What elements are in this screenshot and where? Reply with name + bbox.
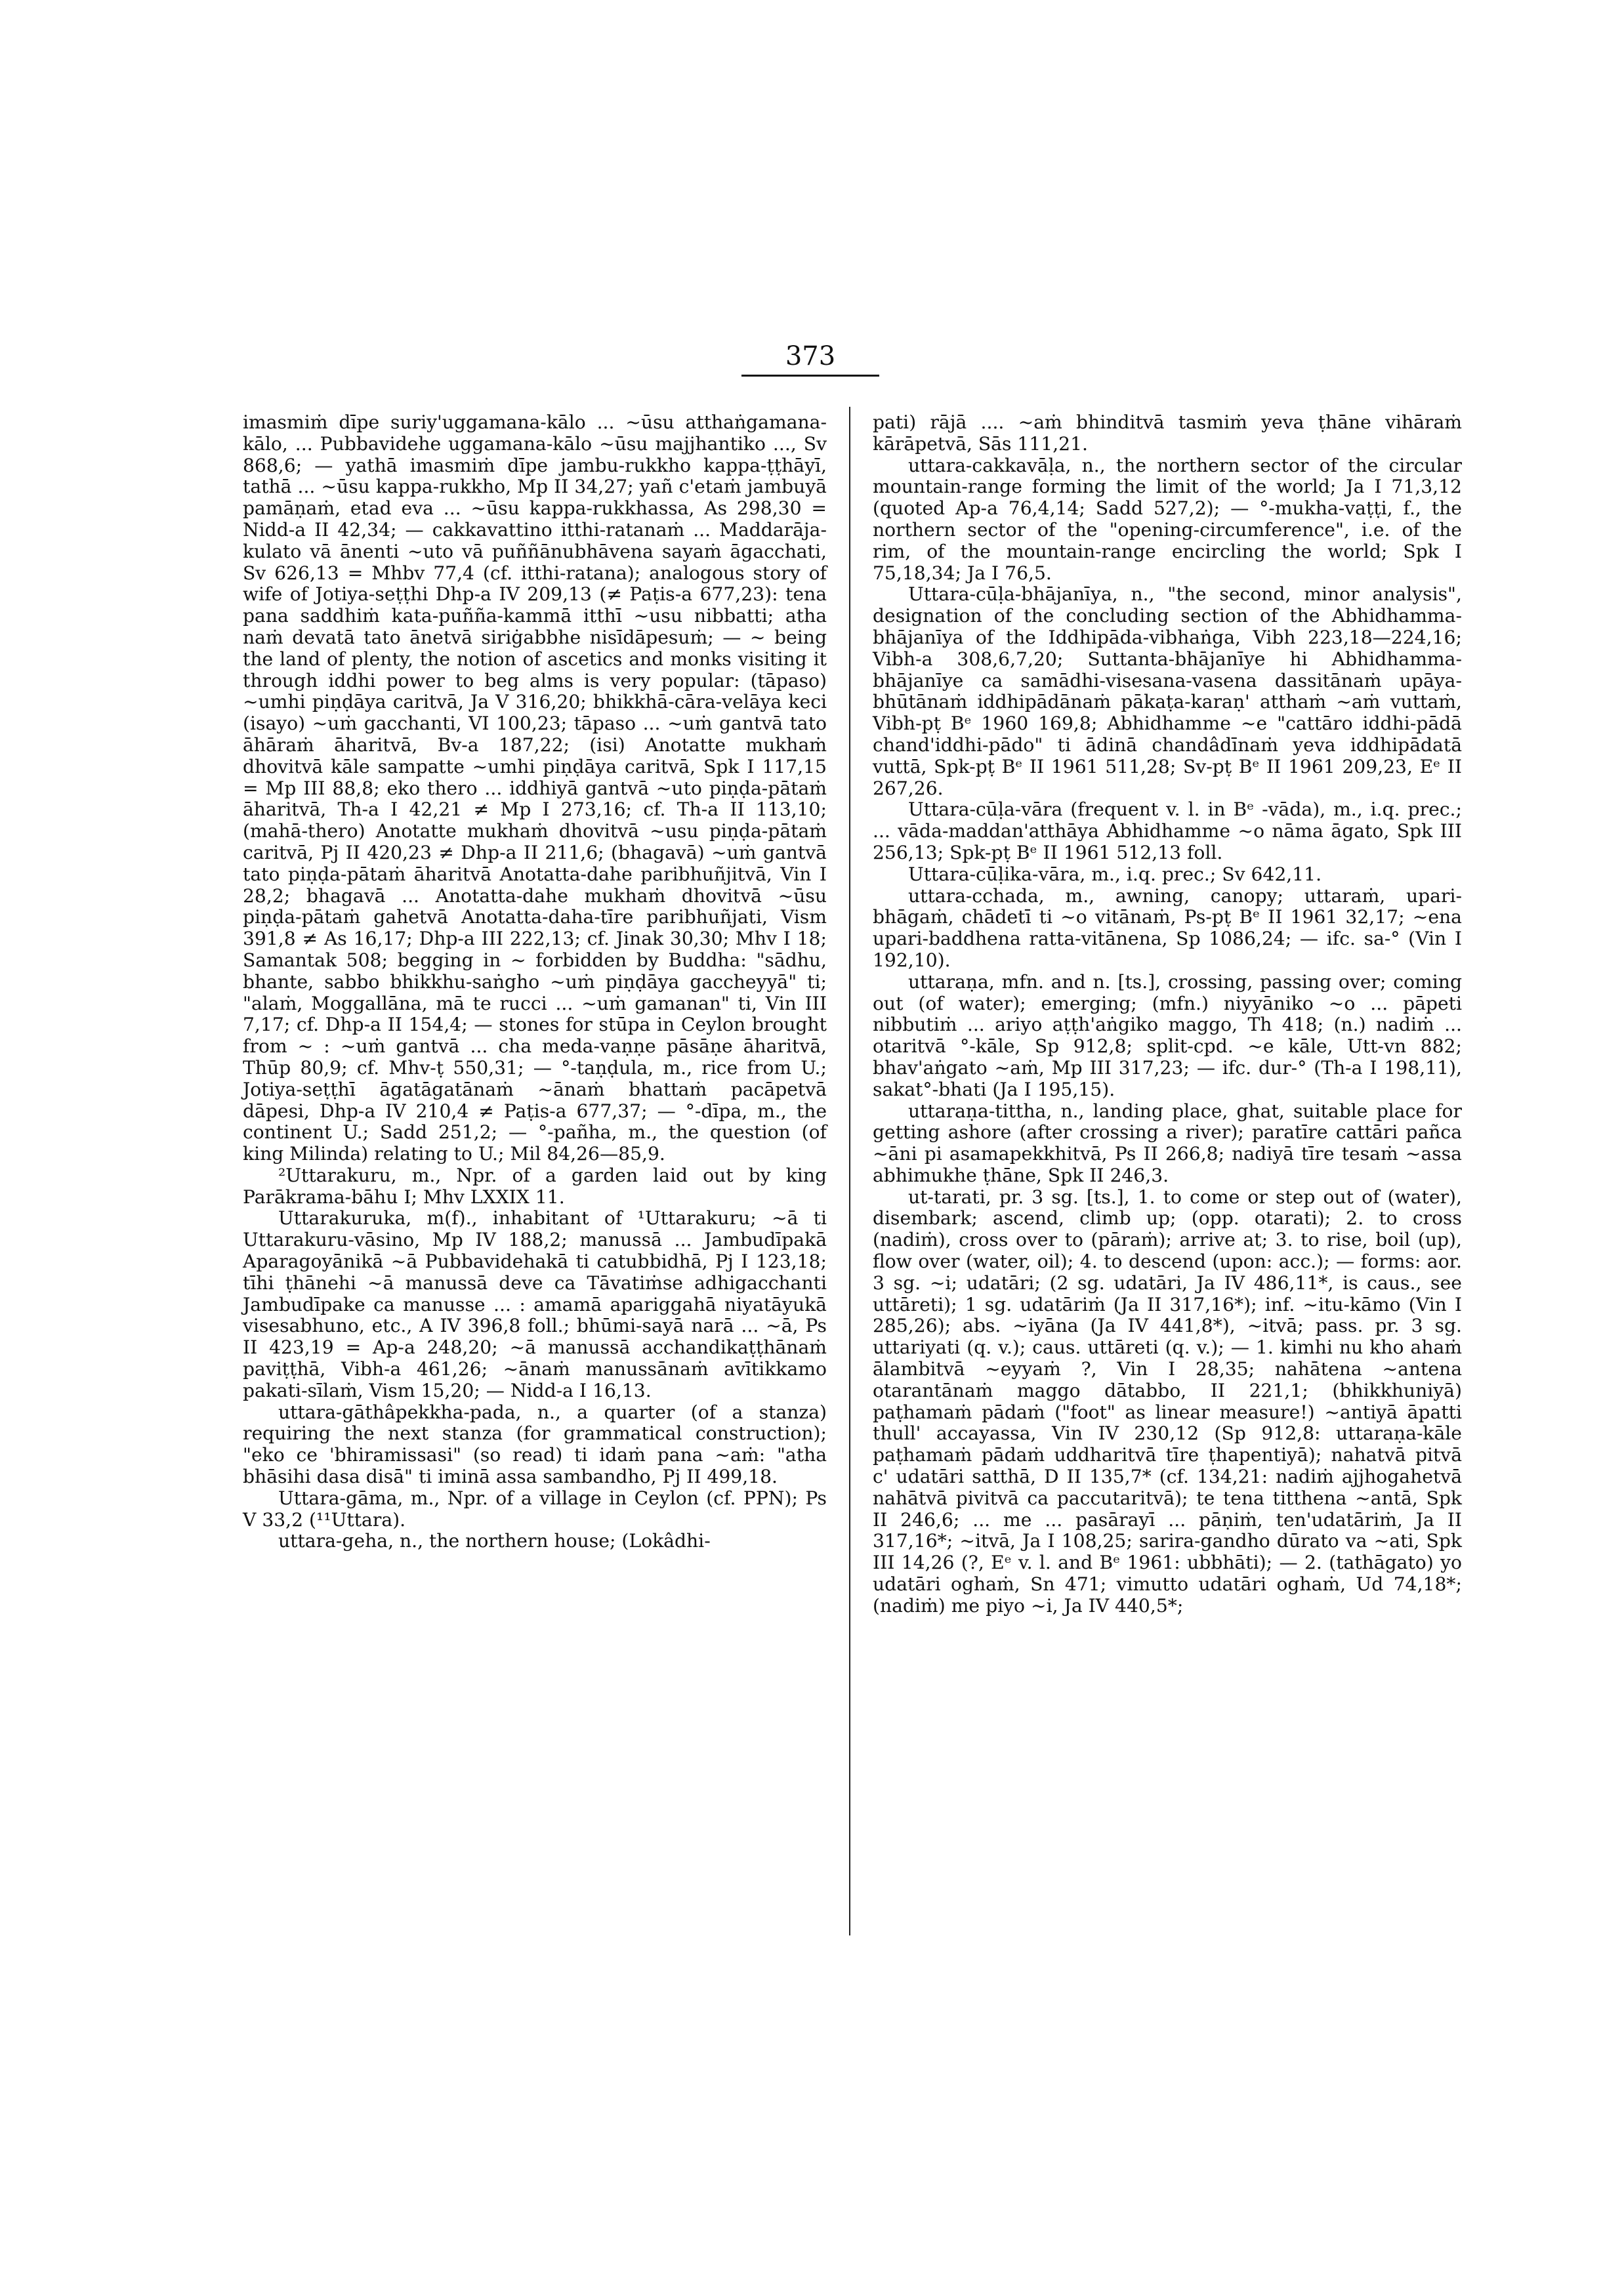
- entry-uttara-gama: Uttara-gāma, m., Npr. of a village in Ceylon (cf. PPN); Ps V 33,2 (¹¹Uttara).: [243, 1487, 827, 1531]
- entry-uttarakuru-continuation: imasmiṁ dīpe suriy'uggamana-kālo ... ~ūsu atthaṅgamana-kālo, ... Pubbavidehe uggamana-kālo ~ūsu majjhantiko ..., Sv 868,6; — yathā imasmiṁ dīpe jambu-rukkho kappa-ṭṭhāyī, tathā ... ~ūsu kappa-rukkho, Mp II 34,27; yañ c'etaṁ jambuyā pamāṇaṁ, etad eva ... ~ūsu kappa-rukkhassa, As 298,30 = Nidd-a II 42,34; — cakkavattino itthi-ratanaṁ ... Maddarāja-kulato vā ānenti ~uto vā puññānubhāvena sayaṁ āgacchati, Sv 626,13 = Mhbv 77,4 (cf. itthi-ratana); analogous story of wife of Jotiya-seṭṭhi Dhp-a IV 209,13 (≠ Paṭis-a 677,23): tena pana saddhiṁ kata-puñña-kammā itthī ~usu nibbatti; atha naṁ devatā tato ānetvā siriġabbhe nisīdāpesuṁ; — ~ being the land of plenty, the notion of ascetics and monks visiting it through iddhi power to beg alms is very popular: (tāpaso) ~umhi piṇḍāya caritvā, Ja V 316,20; bhikkhā-cāra-velāya keci (isayo) ~uṁ gacchanti, VI 100,23; tāpaso ... ~uṁ gantvā tato āhāraṁ āharitvā, Bv-a 187,22; (isi) Anotatte mukhaṁ dhovitvā kāle sampatte ~umhi piṇḍāya caritvā, Spk I 117,15 = Mp III 88,8; eko thero ... iddhiyā gantvā ~uto piṇḍa-pātaṁ āharitvā, Th-a I 42,21 ≠ Mp I 273,16; cf. Th-a II 113,10; (mahā-thero) Anotatte mukhaṁ dhovitvā ~usu piṇḍa-pātaṁ caritvā, Pj II 420,23 ≠ Dhp-a II 211,6; (bhagavā) ~uṁ gantvā tato piṇḍa-pātaṁ āharitvā Anotatta-dahe paribhuñjitvā, Vin I 28,2; bhagavā ... Anotatta-dahe mukhaṁ dhovitvā ~ūsu piṇḍa-pātaṁ gahetvā Anotatta-daha-tīre paribhuñjati, Vism 391,8 ≠ As 16,17; Dhp-a III 222,13; cf. Jinak 30,30; Mhv I 18; Samantak 508; begging in ~ forbidden by Buddha: "sādhu, bhante, sabbo bhikkhu-saṅgho ~uṁ piṇḍāya gaccheyyā" ti; "alaṁ, Moggallāna, mā te rucci ... ~uṁ gamanan" ti, Vin III 7,17; cf. Dhp-a II 154,4; — stones for stūpa in Ceylon brought from ~ : ~uṁ gantvā ... cha meda-vaṇṇe pāsāṇe āharitvā, Thūp 80,9; cf. Mhv-ṭ 550,31; — °-taṇḍula, m., rice from U.; Jotiya-seṭṭhī āgatāgatānaṁ ~ānaṁ bhattaṁ pacāpetvā dāpesi, Dhp-a IV 210,4 ≠ Paṭis-a 677,37; — °-dīpa, m., the continent U.; Sadd 251,2; — °-pañha, m., the question (of king Milinda) relating to U.; Mil 84,26—85,9.: [243, 411, 827, 1165]
- entry-uttarakuru-2: ²Uttarakuru, m., Npr. of a garden laid out by king Parākrama-bāhu I; Mhv LXXIX 11.: [243, 1164, 827, 1208]
- entry-uttara-cula-bhajaniya: Uttara-cūḷa-bhājanīya, n., "the second, minor analysis", designation of the concluding section of the Abhidhamma-bhājanīya of the Iddhipāda-vibhaṅga, Vibh 223,18—224,16; Vibh-a 308,6,7,20; Suttanta-bhājanīye hi Abhidhamma-bhājanīye ca samādhi-visesana-vasena dassitānaṁ upāya-bhūtānaṁ iddhipādānaṁ pākaṭa-karaṇ' atthaṁ ~aṁ vuttaṁ, Vibh-pṭ Bᵉ 1960 169,8; Abhidhamme ~e "cattāro iddhi-pādā chand'iddhi-pādo" ti ādinā chandâdīnaṁ yeva iddhipādatā vuttā, Spk-pṭ Bᵉ II 1961 511,28; Sv-pṭ Bᵉ II 1961 209,23, Eᵉ II 267,26.: [873, 583, 1462, 799]
- page-number: 373: [741, 338, 879, 377]
- left-column: [243, 412, 827, 1552]
- entry-uttara-cchada: uttara-cchada, m., awning, canopy; uttaraṁ, upari-bhāgaṁ, chādetī ti ~o vitānaṁ, Ps-pṭ Bᵉ II 1961 32,17; ~ena upari-baddhena ratta-vitānena, Sp 1086,24; — ifc. sa-° (Vin I 192,10).: [873, 884, 1462, 971]
- entry-uttara-geha: uttara-geha, n., the northern house; (Lokâdhi-: [278, 1530, 711, 1552]
- entry-uttarana-tittha: uttaraṇa-tittha, n., landing place, ghat, suitable place for getting ashore (after crossing a river); paratīre cattāri pañca ~āni pi asamapekkhitvā, Ps II 266,8; nadiyā tīre tesaṁ ~assa abhimukhe ṭhāne, Spk II 246,3.: [873, 1100, 1462, 1186]
- entry-uttara-gathapekkha-pada: uttara-gāthâpekkha-pada, n., a quarter (of a stanza) requiring the next stanza (for grammatical construction); "eko ce 'bhiramissasi" (so read) ti idaṁ pana ~aṁ: "atha bhāsihi dasa disā" ti iminā assa sambandho, Pj II 499,18.: [243, 1401, 827, 1488]
- entry-uttara-culika-vara: Uttara-cūḷika-vāra, m., i.q. prec.; Sv 642,11.: [908, 863, 1322, 885]
- right-column: [873, 412, 1462, 1617]
- entry-uttarana: uttaraṇa, mfn. and n. [ts.], crossing, passing over; coming out (of water); emerging; (mfn.) niyyāniko ~o ... pāpeti nibbutiṁ ... ariyo aṭṭh'aṅgiko maggo, Th 418; (n.) nadiṁ ... otaritvā °-kāle, Sp 912,8; split-cpd. ~e kāle, Utt-vn 882; bhav'aṅgato ~aṁ, Mp III 317,23; — ifc. dur-° (Th-a I 198,11), sakat°-bhati (Ja I 195,15).: [873, 970, 1462, 1100]
- column-divider: [849, 407, 850, 1935]
- entry-ut-tarati: ut-tarati, pr. 3 sg. [ts.], 1. to come or step out of (water), disembark; ascend, climb up; (opp. otarati); 2. to cross (nadiṁ), cross over to (pāraṁ); arrive at; 3. to rise, boil (up), flow over (water, oil); 4. to descend (upon: acc.); — forms: aor. 3 sg. ~i; udatāri; (2 sg. udatāri, Ja IV 486,11*, is caus., see uttāreti); 1 sg. udatāriṁ (Ja II 317,16*); inf. ~itu-kāmo (Vin I 285,26); abs. ~iyāna (Ja IV 441,8*), ~itvā; pass. pr. 3 sg. uttariyati (q. v.); caus. uttāreti (q. v.); — 1. kimhi nu kho ahaṁ ālambitvā ~eyyaṁ ?, Vin I 28,35; nahātena ~antena otarantānaṁ maggo dātabbo, II 221,1; (bhikkhuniyā) paṭhamaṁ pādaṁ ("foot" as linear measure!) ~antiyā āpatti thull' accayassa, Vin IV 230,12 (Sp 912,8: uttaraṇa-kāle paṭhamaṁ pādaṁ uddharitvā tīre ṭhapentiyā); nahatvā pitvā c' udatāri satthā, D II 135,7* (cf. 134,21: nadiṁ ajjhogahetvā nahātvā pivitvā ca paccutaritvā); te tena titthena ~antā, Spk II 246,6; ... me ... pasārayī ... pāṇiṁ, ten'udatāriṁ, Ja II 317,16*; ~itvā, Ja I 108,25; sarira-gandho dūrato va ~ati, Spk III 14,26 (?, Eᵉ v. l. and Bᵉ 1961: ubbhāti); — 2. (tathāgato) yo udatāri oghaṁ, Sn 471; vimutto udatāri oghaṁ, Ud 74,18*; (nadiṁ) me piyo ~i, Ja IV 440,5*;: [873, 1186, 1462, 1617]
- entry-uttarakuruka: Uttarakuruka, m(f)., inhabitant of ¹Uttarakuru; ~ā ti Uttarakuru-vāsino, Mp IV 188,2; manussā ... Jambudīpakā Aparagoyānikā ~ā Pubbavidehakā ti catubbidhā, Pj I 123,18; tīhi ṭhānehi ~ā manussā deve ca Tāvatiṁse adhigacchanti Jambudīpake ca manusse ... : amamā apariggahā niyatāyukā visesabhuno, etc., A IV 396,8 foll.; bhūmi-sayā narā ... ~ā, Ps II 423,19 = Ap-a 248,20; ~ā manussā acchandikaṭṭhānaṁ paviṭṭhā, Vibh-a 461,26; ~ānaṁ manussānaṁ avītikkamo pakati-sīlaṁ, Vism 15,20; — Nidd-a I 16,13.: [243, 1207, 827, 1401]
- entry-uttara-geha-continuation: pati) rājā .... ~aṁ bhinditvā tasmiṁ yeva ṭhāne vihāraṁ kārāpetvā, Sās 111,21.: [873, 411, 1462, 455]
- entry-uttara-cula-vara: Uttara-cūḷa-vāra (frequent v. l. in Bᵉ -vāda), m., i.q. prec.; ... vāda-maddan'atthāya Abhidhamme ~o nāma āgato, Spk III 256,13; Spk-pṭ Bᵉ II 1961 512,13 foll.: [873, 798, 1462, 863]
- entry-uttara-cakkavala: uttara-cakkavāḷa, n., the northern sector of the circular mountain-range forming the limit of the world; Ja I 71,3,12 (quoted Ap-a 76,4,14; Sadd 527,2); — °-mukha-vaṭṭi, f., the northern sector of the "opening-circumference", i.e. of the rim, of the mountain-range encircling the world; Spk I 75,18,34; Ja I 76,5.: [873, 454, 1462, 584]
